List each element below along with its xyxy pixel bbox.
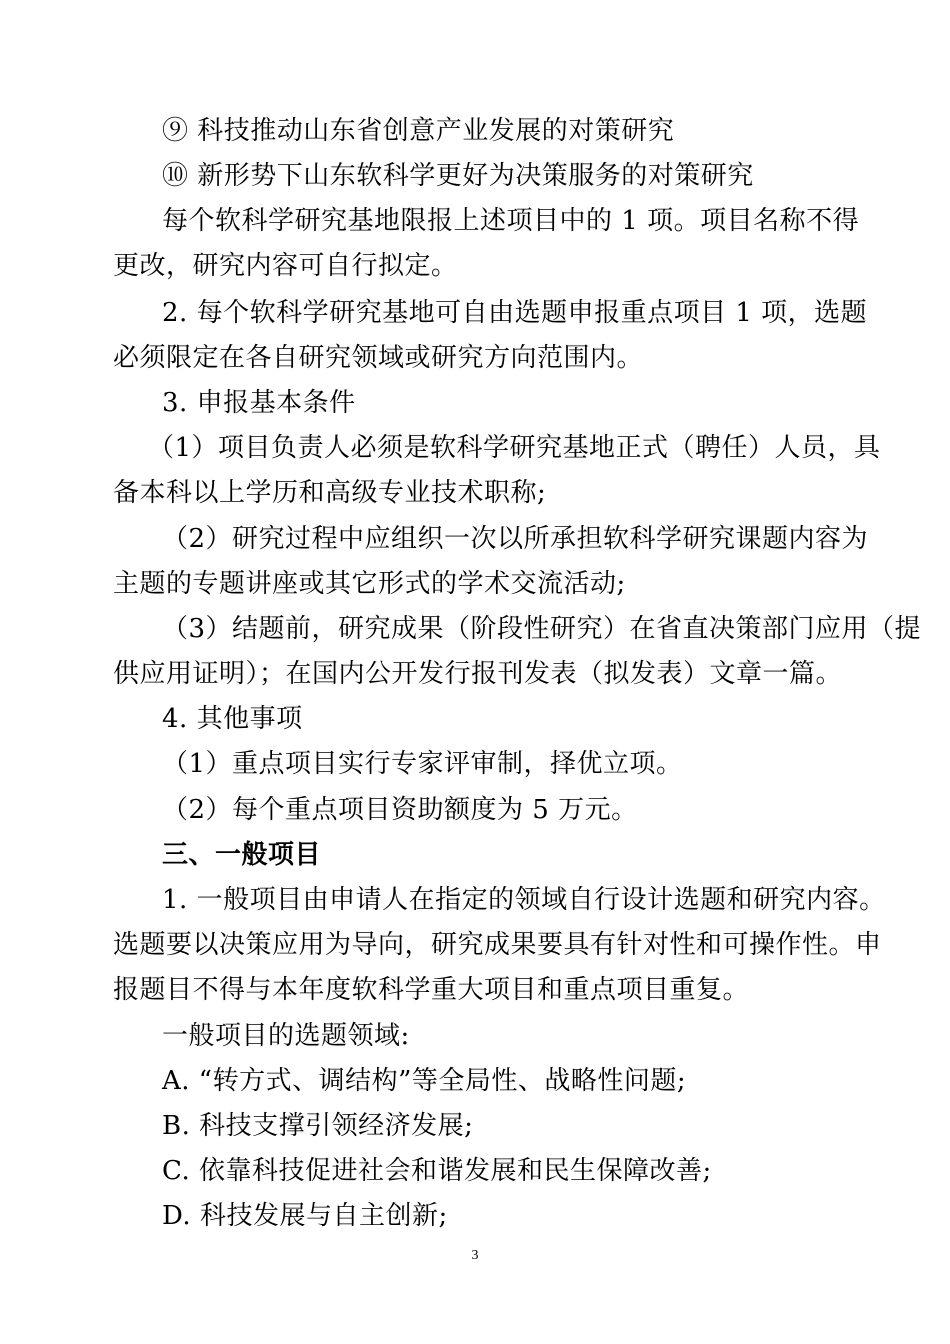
- paragraph-line: 2. 每个软科学研究基地可自由选题申报重点项目 1 项，选题: [162, 298, 868, 328]
- list-item-b: B. 科技支撑引领经济发展;: [162, 1111, 474, 1141]
- paragraph-line: 更改，研究内容可自行拟定。: [113, 251, 458, 281]
- section-title: 三、一般项目: [162, 840, 322, 870]
- paragraph-line: 供应用证明）；在国内公开发行报刊发表（拟发表）文章一篇。: [113, 659, 843, 689]
- list-item-10: ⑩ 新形势下山东软科学更好为决策服务的对策研究: [162, 161, 754, 191]
- paragraph-line: 每个软科学研究基地限报上述项目中的 1 项。项目名称不得: [162, 206, 860, 236]
- paragraph-line: 选题要以决策应用为导向，研究成果要具有针对性和可操作性。申: [113, 930, 882, 960]
- paragraph-line: （2）研究过程中应组织一次以所承担软科学研究课题内容为: [162, 524, 869, 554]
- paragraph-line: 必须限定在各自研究领域或研究方向范围内。: [113, 343, 644, 373]
- paragraph-line: 1. 一般项目由申请人在指定的领域自行设计选题和研究内容。: [162, 885, 886, 915]
- paragraph-line: 报题目不得与本年度软科学重大项目和重点项目重复。: [113, 975, 750, 1005]
- paragraph-line: （2）每个重点项目资助额度为 5 万元。: [162, 795, 638, 825]
- list-item-d: D. 科技发展与自主创新;: [162, 1201, 448, 1231]
- page-number: 3: [471, 1248, 479, 1263]
- paragraph-line: 主题的专题讲座或其它形式的学术交流活动;: [113, 569, 626, 599]
- paragraph-line: 备本科以上学历和高级专业技术职称;: [113, 478, 547, 508]
- list-item-a: A. “转方式、调结构”等全局性、战略性问题;: [162, 1066, 687, 1096]
- list-item-9: ⑨ 科技推动山东省创意产业发展的对策研究: [162, 116, 675, 146]
- section-heading: 3. 申报基本条件: [162, 388, 356, 418]
- paragraph-line: （3）结题前，研究成果（阶段性研究）在省直决策部门应用（提: [162, 614, 922, 644]
- paragraph-line: （1）项目负责人必须是软科学研究基地正式（聘任）人员，具: [148, 433, 881, 463]
- paragraph-line: 一般项目的选题领域:: [162, 1021, 410, 1051]
- paragraph-line: （1）重点项目实行专家评审制，择优立项。: [162, 749, 683, 779]
- list-item-c: C. 依靠科技促进社会和谐发展和民生保障改善;: [162, 1156, 712, 1186]
- section-heading: 4. 其他事项: [162, 704, 303, 734]
